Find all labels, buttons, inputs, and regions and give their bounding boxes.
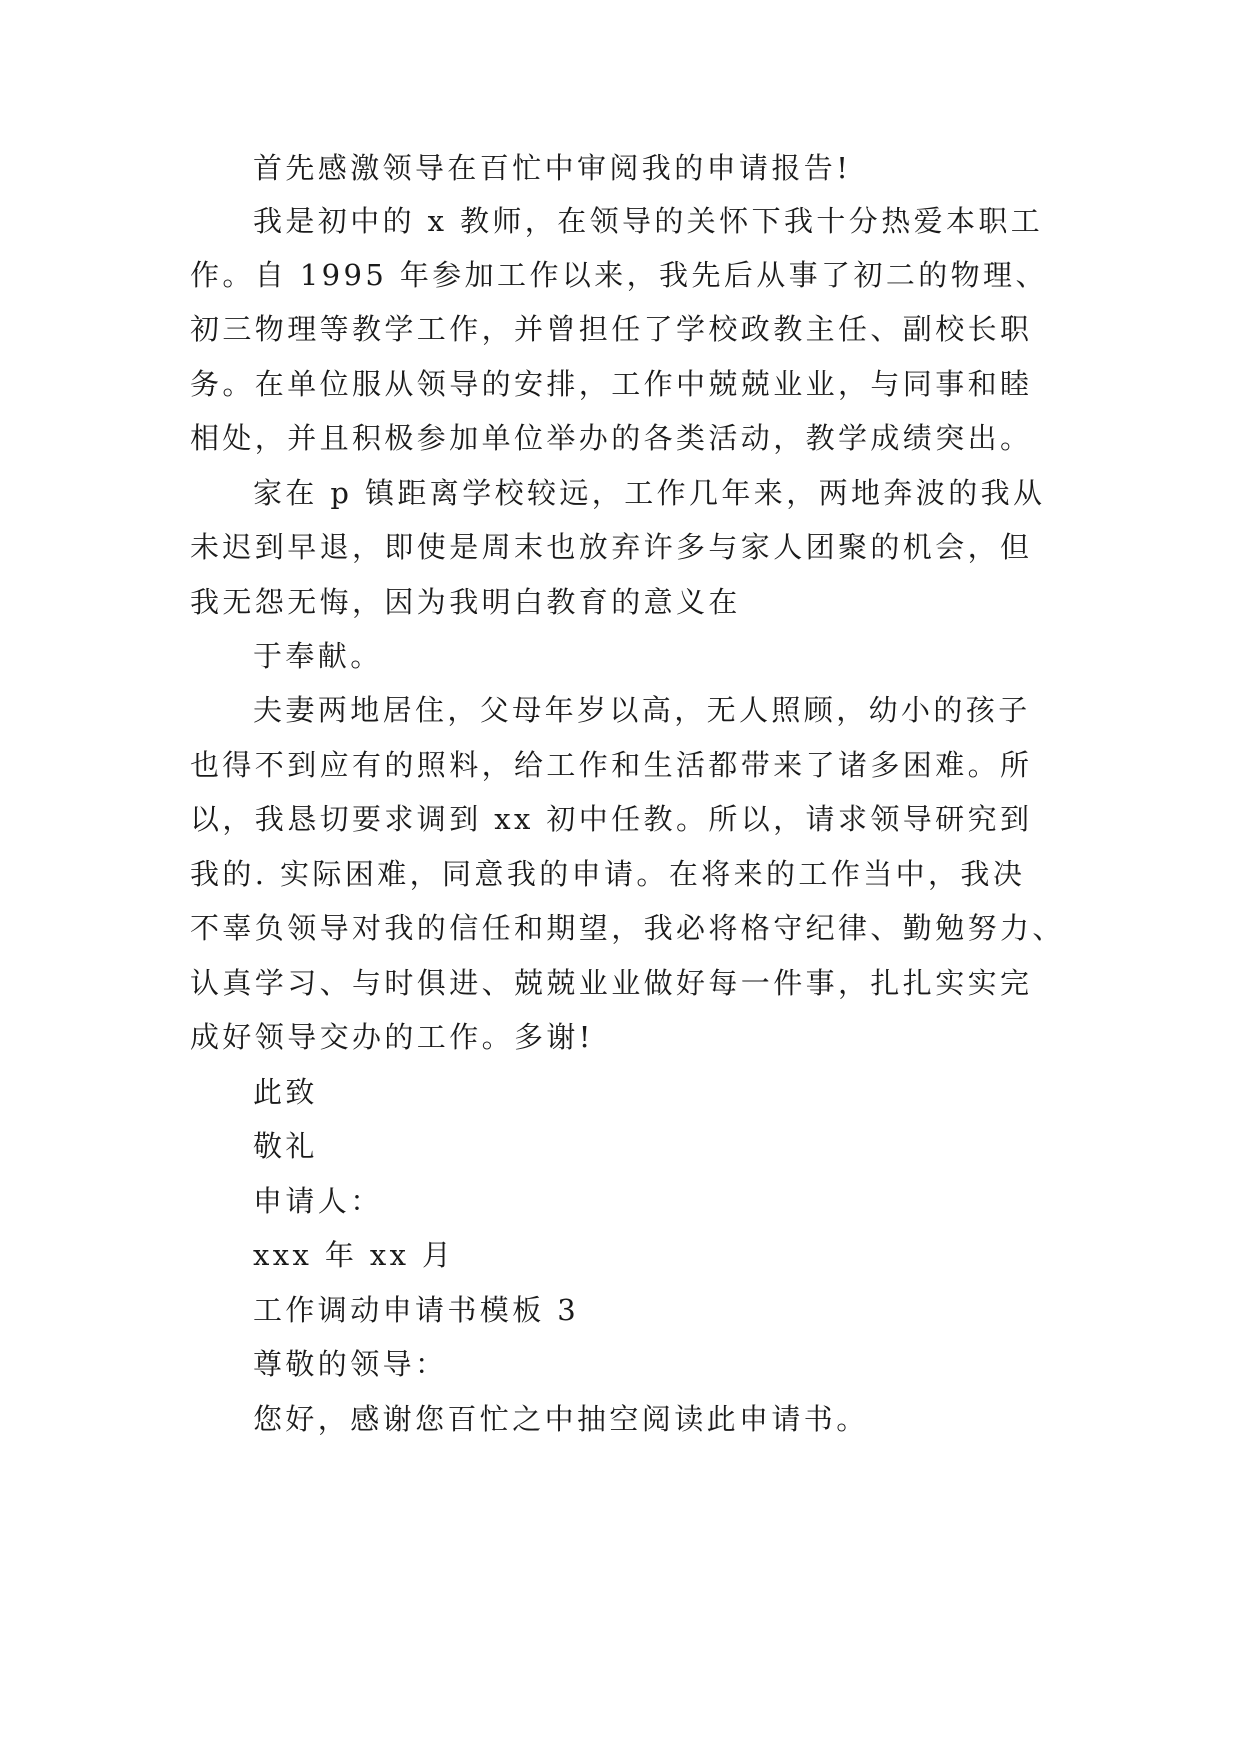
paragraph-line: 夫妻两地居住，父母年岁以高，无人照顾，幼小的孩子 [253,693,1031,727]
paragraph-line: 初三物理等教学工作，并曾担任了学校政教主任、副校长职 [190,312,1033,346]
paragraph-line: 我的. 实际困难，同意我的申请。在将来的工作当中，我决 [190,857,1026,891]
greeting: 尊敬的领导： [253,1347,448,1381]
paragraph-line: 于奉献。 [253,639,383,673]
paragraph-line: 未迟到早退，即使是周末也放弃许多与家人团聚的机会，但 [190,530,1033,564]
paragraph-line: 不辜负领导对我的信任和期望，我必将格守纪律、勤勉努力、 [190,911,1065,945]
paragraph-line: 务。在单位服从领导的安排，工作中兢兢业业，与同事和睦 [190,367,1033,401]
paragraph-line: 相处，并且积极参加单位举办的各类活动，教学成绩突出。 [190,421,1033,455]
paragraph-line: 认真学习、与时俱进、兢兢业业做好每一件事，扎扎实实完 [190,966,1033,1000]
date-line: xxx 年 xx 月 [253,1238,455,1272]
paragraph-line: 家在 p 镇距离学校较远，工作几年来，两地奔波的我从 [253,476,1046,510]
paragraph-line: 您好，感谢您百忙之中抽空阅读此申请书。 [253,1402,869,1436]
paragraph-line: 成好领导交办的工作。多谢! [190,1020,594,1054]
paragraph-line: 以，我恳切要求调到 xx 初中任教。所以，请求领导研究到 [190,802,1033,836]
closing-respect: 敬礼 [253,1129,318,1163]
paragraph-line: 我无怨无悔，因为我明白教育的意义在 [190,585,741,619]
paragraph-line: 作。自 1995 年参加工作以来，我先后从事了初二的物理、 [190,258,1048,292]
paragraph-line: 首先感激领导在百忙中审阅我的申请报告! [253,151,852,185]
applicant-label: 申请人： [253,1184,383,1218]
closing-salutation: 此致 [253,1075,318,1109]
paragraph-line: 我是初中的 x 教师，在领导的关怀下我十分热爱本职工 [253,204,1044,238]
paragraph-line: 也得不到应有的照料，给工作和生活都带来了诸多困难。所 [190,748,1033,782]
section-heading: 工作调动申请书模板 3 [253,1293,580,1327]
